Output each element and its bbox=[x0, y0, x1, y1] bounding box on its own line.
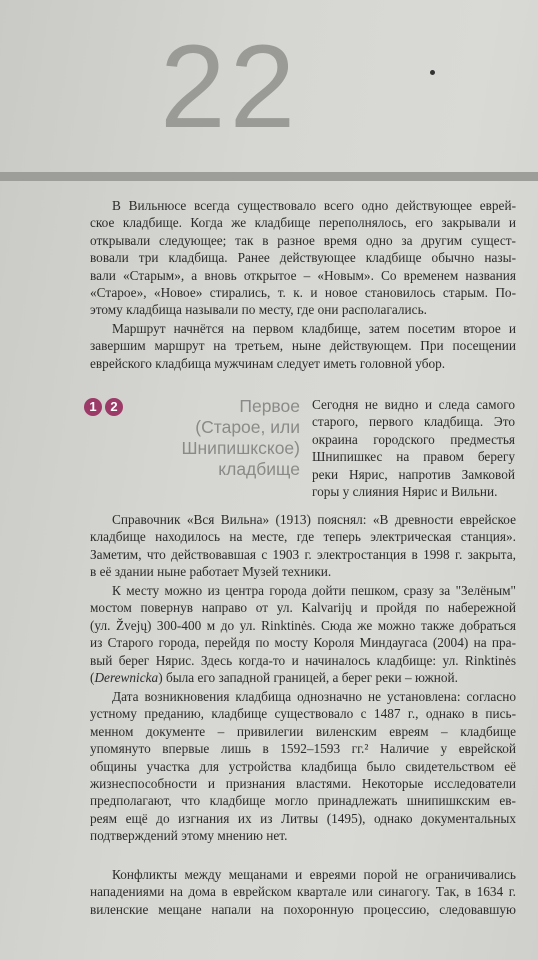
chapter-divider bbox=[0, 172, 538, 181]
section-badges bbox=[84, 398, 123, 416]
body-paragraph-1 bbox=[90, 511, 516, 581]
intro-paragraph-2 bbox=[90, 320, 516, 372]
section-title-line: (Старое, или bbox=[195, 417, 300, 437]
text-line: (Derewnicka) была его западной границей, а берег реки – южной. bbox=[90, 670, 458, 686]
text-line: Дата возникновения кладбища однозначно не установлена: согласно bbox=[112, 689, 516, 704]
section-title bbox=[140, 396, 300, 480]
text-line: горы у слияния Нярис и Вильни. bbox=[312, 484, 498, 500]
text-line: вый берег Нярис. Здесь когда-то и начиналось кладбище: ул. Rinktinės bbox=[90, 652, 516, 668]
section-title-line: Первое bbox=[239, 396, 300, 416]
text-line: В Вильнюсе всегда существовало всего одно действующее еврей- bbox=[112, 198, 516, 213]
text-line: реки Нярис, напротив Замковой bbox=[312, 466, 515, 482]
section-title-line: Шнипишкское) bbox=[181, 438, 300, 458]
text-line: Маршрут начнётся на первом кладбище, затем посетим второе и bbox=[112, 321, 516, 336]
body-paragraph-2 bbox=[90, 582, 516, 686]
text-line: Справочник «Вся Вильна» (1913) пояснял: «В древности еврейское bbox=[112, 512, 516, 527]
text-line: завершим маршрут на третьем, ныне действующем. При посещении bbox=[90, 338, 516, 354]
text-line: этому кладбища называли по месту, где они располагались. bbox=[90, 302, 427, 318]
text-line: из Старого города, перейдя по мосту Короля Миндаугаса (2004) на пра- bbox=[90, 635, 516, 651]
text-line: жизнеспособности и признания властями. Некоторые исследователи bbox=[90, 776, 516, 792]
text-line: ское кладбище. Когда же кладбище переполнялось, его закрывали и bbox=[90, 215, 516, 231]
section-intro-text bbox=[312, 396, 515, 500]
text-line: устному преданию, кладбище существовало с 1487 г., однако в пись- bbox=[90, 706, 516, 722]
text-line: Сегодня не видно и следа самого bbox=[312, 397, 515, 412]
text-line: Шнипишкес на правом берегу bbox=[312, 449, 515, 465]
text-line: окраина городского предместья bbox=[312, 431, 515, 447]
section-title-line: кладбище bbox=[218, 459, 300, 479]
body-paragraph-4 bbox=[90, 866, 516, 918]
text-line: «Старое», «Новое» стирались, т. к. и новое становилось старым. По- bbox=[90, 285, 516, 301]
text-line: старого, первого кладбища. Это bbox=[312, 414, 515, 430]
text-line: кладбище находилось на месте, где теперь электрическая станция». bbox=[90, 529, 516, 545]
text-line: подтверждений этому мнению нет. bbox=[90, 828, 288, 844]
text-line: упомянуто впервые лишь в 1592–1593 гг.² Наличие у еврейской bbox=[90, 741, 516, 757]
text-line: в её здании ныне работает Музей техники. bbox=[90, 564, 332, 580]
text-line: Заметим, что действовавшая с 1903 г. электростанция в 1998 г. закрыта, bbox=[90, 546, 516, 562]
text-line: (ул. Žvejų) 300-400 м до ул. Rinktinės. Сюда же можно также добраться bbox=[90, 617, 516, 633]
text-line: общины участка для устройства кладбища было свидетельством её bbox=[90, 758, 516, 774]
text-fragment: ) была его западной границей, а берег реки – южной. bbox=[158, 670, 458, 686]
number-badge: 2 bbox=[105, 398, 123, 416]
text-line: реям ещё до изгнания их из Литвы (1495), однако документальных bbox=[90, 810, 516, 826]
text-line: вовали три кладбища. Ранее действующее кладбище обычно назы- bbox=[90, 250, 516, 266]
text-line: открывали следующее; так в разное время одно за другим сущест- bbox=[90, 232, 516, 248]
text-line: мостом повернув направо от ул. Kalvarijų и пройдя по набережной bbox=[90, 600, 516, 616]
body-paragraph-3 bbox=[90, 688, 516, 845]
intro-paragraph-1 bbox=[90, 197, 516, 319]
text-line: Конфликты между мещанами и евреями порой не ограничивались bbox=[112, 867, 516, 882]
text-line: виленские мещане напали на похоронную процессию, следовавшую bbox=[90, 901, 516, 917]
chapter-number: 22 bbox=[160, 21, 300, 153]
text-line: предполагают, что кладбище могло принадлежать шнипишкским ев- bbox=[90, 793, 516, 809]
text-line: К месту можно из центра города дойти пешком, сразу за "Зелёным" bbox=[112, 583, 516, 598]
text-line: менном документе – привилегии виленским евреям – кладбище bbox=[90, 723, 516, 739]
street-name-italic: Derewnicka bbox=[94, 670, 159, 686]
text-line: вали «Старым», а вновь открытое – «Новым». Со временем названия bbox=[90, 267, 516, 283]
text-line: еврейского кладбища мужчинам следует иметь головной убор. bbox=[90, 355, 446, 371]
number-badge: 1 bbox=[84, 398, 102, 416]
decorative-dot bbox=[430, 70, 435, 75]
text-line: нападениями на дома в еврейском квартале или синагогу. Так, в 1634 г. bbox=[90, 884, 516, 900]
